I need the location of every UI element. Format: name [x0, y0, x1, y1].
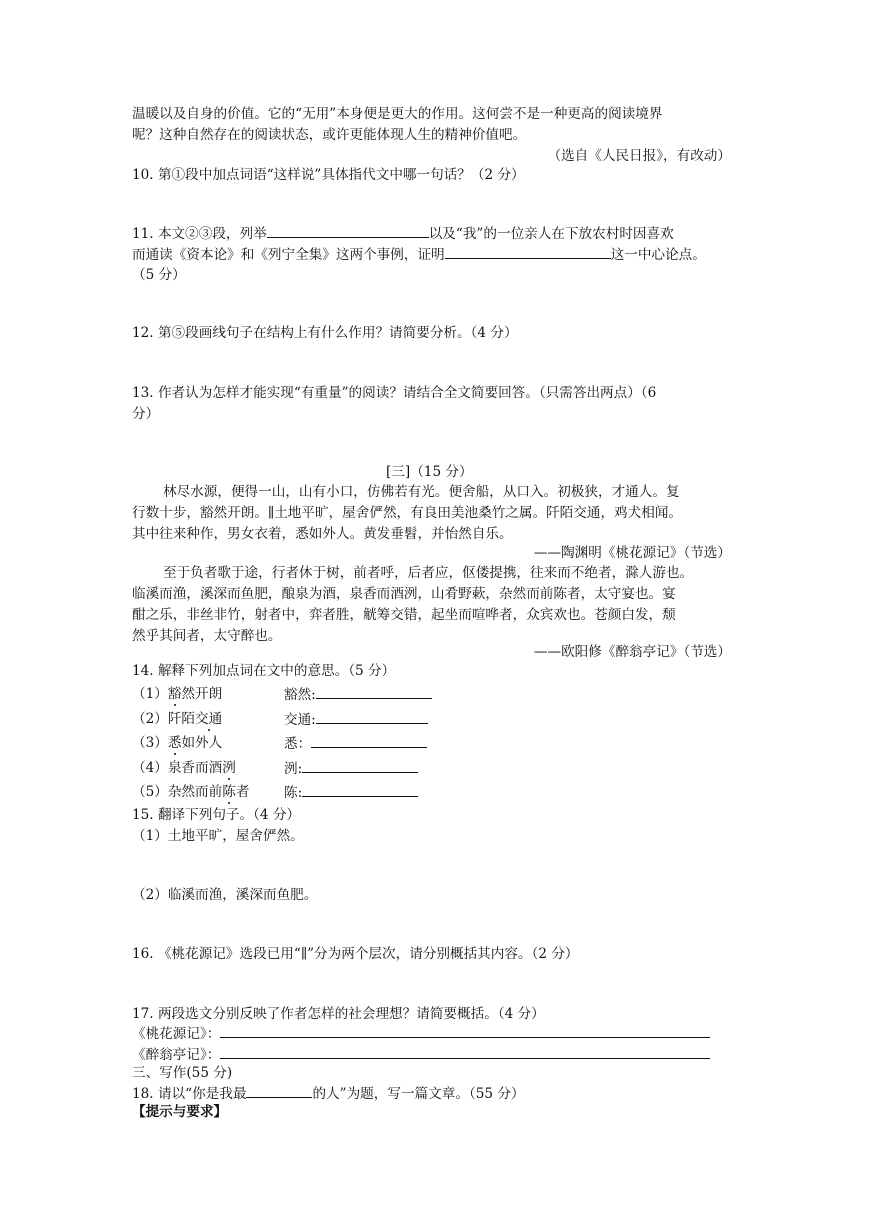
question-11 — [132, 223, 674, 244]
question-17: 17. 两段选文分别反映了作者怎样的社会理想？请简要概括。（4 分） — [132, 1006, 545, 1022]
dotted-word: 交通 — [195, 711, 223, 727]
question-13: 13. 作者认为怎样才能实现“有重量”的阅读？请结合全文简要回答。（只需答出两点）（6 — [132, 385, 657, 401]
paragraph-line: 然乎其间者，太守醉也。 — [132, 628, 282, 644]
gloss-answer — [284, 684, 432, 705]
item-number: （3） — [132, 735, 168, 751]
hint-heading: 【提示与要求】 — [132, 1104, 228, 1120]
q11-text: 以及“我”的一位亲人在下放农村时因喜欢 — [428, 226, 674, 242]
dotted-word: 豁 — [167, 686, 182, 702]
answer-blank[interactable] — [302, 782, 418, 797]
gloss-answer — [284, 709, 428, 730]
answer-blank[interactable] — [311, 733, 427, 748]
gloss-term: 洌: — [284, 761, 303, 777]
item-number: （4） — [132, 760, 168, 776]
gloss-term: 悉： — [284, 736, 312, 752]
question-13-line2: 分） — [132, 406, 160, 422]
paragraph-line: 其中往来种作，男女衣着，悉如外人。黄发垂髫，并怡然自乐。 — [132, 526, 513, 542]
paragraph-line: 至于负者歌于途，行者休于树，前者呼，后者应，伛偻提携，往来而不绝者，滁人游也。 — [163, 565, 694, 581]
paragraph-line: 临溪而渔，溪深而鱼肥，酿泉为酒，泉香而酒洌，山肴野蔌，杂然而前陈者，太守宴也。宴 — [132, 586, 676, 602]
answer-label: 《桃花源记》： — [132, 1026, 221, 1042]
gloss-answer — [284, 733, 427, 754]
answer-blank[interactable] — [316, 684, 432, 699]
item-text: 杂然而前 — [167, 784, 223, 800]
paragraph-line: 行数十步，豁然开朗。∥土地平旷，屋舍俨然，有良田美池桑竹之属。阡陌交通，鸡犬相闻。 — [132, 505, 683, 521]
item-number: （2） — [132, 711, 168, 727]
item-text: 如外人 — [181, 735, 223, 751]
gloss-item — [132, 684, 222, 704]
source-citation: （选自《人民日报》，有改动） — [547, 148, 731, 164]
source-citation: ——陶渊明《桃花源记》（节选） — [533, 545, 731, 561]
sentence-2: （2）临溪而渔，溪深而鱼肥。 — [132, 887, 318, 903]
answer-blank[interactable] — [246, 1083, 312, 1098]
item-text: 泉香而酒 — [167, 760, 223, 776]
dotted-word: 陈 — [222, 784, 236, 800]
gloss-item — [132, 709, 222, 729]
item-text: 阡陌 — [167, 711, 196, 727]
gloss-item — [132, 733, 222, 753]
source-citation: ——欧阳修《醉翁亭记》（节选） — [533, 644, 731, 660]
paragraph-line: 呢？这种自然存在的阅读状态，或许更能体现人生的精神价值吧。 — [132, 127, 527, 143]
answer-blank[interactable] — [267, 223, 429, 238]
question-10: 10. 第①段中加点词语“这样说”具体指代文中哪一句话？（2 分） — [132, 167, 525, 183]
answer-blank[interactable] — [445, 244, 611, 259]
q11-text: 11. 本文②③段，列举 — [132, 226, 267, 242]
gloss-answer — [284, 758, 418, 779]
answer-blank[interactable] — [316, 709, 428, 724]
q18-text: 的人”为题，写一篇文章。（55 分） — [312, 1086, 525, 1102]
q11-points: （5 分） — [132, 267, 186, 283]
answer-blank[interactable] — [302, 758, 418, 773]
q18-text: 18. 请以“你是我最 — [132, 1086, 247, 1102]
paragraph-line: 酣之乐，非丝非竹，射者中，弈者胜，觥筹交错，起坐而喧哗者，众宾欢也。苍颜白发，颓 — [132, 607, 676, 623]
question-11-line2 — [132, 244, 706, 265]
gloss-answer — [284, 782, 418, 803]
paragraph-line: 温暖以及自身的价值。它的“无用”本身便是更大的作用。这何尝不是一种更高的阅读境界 — [132, 106, 663, 122]
gloss-term: 交通: — [284, 712, 316, 728]
answer-line — [132, 1023, 710, 1044]
dotted-word: 洌 — [222, 760, 236, 776]
question-14: 14. 解释下列加点词在文中的意思。（5 分） — [132, 663, 396, 679]
question-16: 16. 《桃花源记》选段已用“∥”分为两个层次，请分别概括其内容。（2 分） — [132, 946, 579, 962]
gloss-term: 豁然: — [284, 687, 316, 703]
answer-blank[interactable] — [220, 1044, 710, 1059]
item-number: （1） — [132, 686, 168, 702]
writing-heading: 三、写作(55 分) — [132, 1065, 233, 1081]
item-text: 然开朗 — [181, 686, 223, 702]
paragraph-line: 林尽水源，便得一山，山有小口，仿佛若有光。便舍船，从口入。初极狭，才通人。复 — [163, 484, 680, 500]
dotted-word: 悉 — [167, 735, 182, 751]
answer-blank[interactable] — [220, 1023, 710, 1038]
answer-label: 《醉翁亭记》： — [132, 1047, 221, 1063]
q11-text: 这一中心论点。 — [610, 247, 706, 263]
item-text: 者 — [235, 784, 250, 800]
question-12: 12. 第⑤段画线句子在结构上有什么作用？请简要分析。（4 分） — [132, 325, 518, 341]
answer-line — [132, 1044, 710, 1065]
question-15: 15. 翻译下列句子。（4 分） — [132, 807, 301, 823]
gloss-item — [132, 782, 249, 802]
gloss-item — [132, 758, 236, 778]
q11-text: 而通读《资本论》和《列宁全集》这两个事例，证明 — [132, 247, 445, 263]
item-number: （5） — [132, 784, 168, 800]
sentence-1: （1）土地平旷，屋舍俨然。 — [132, 828, 304, 844]
gloss-term: 陈: — [284, 785, 303, 801]
section-heading: [三]（15 分） — [386, 464, 473, 480]
question-18 — [132, 1083, 525, 1104]
